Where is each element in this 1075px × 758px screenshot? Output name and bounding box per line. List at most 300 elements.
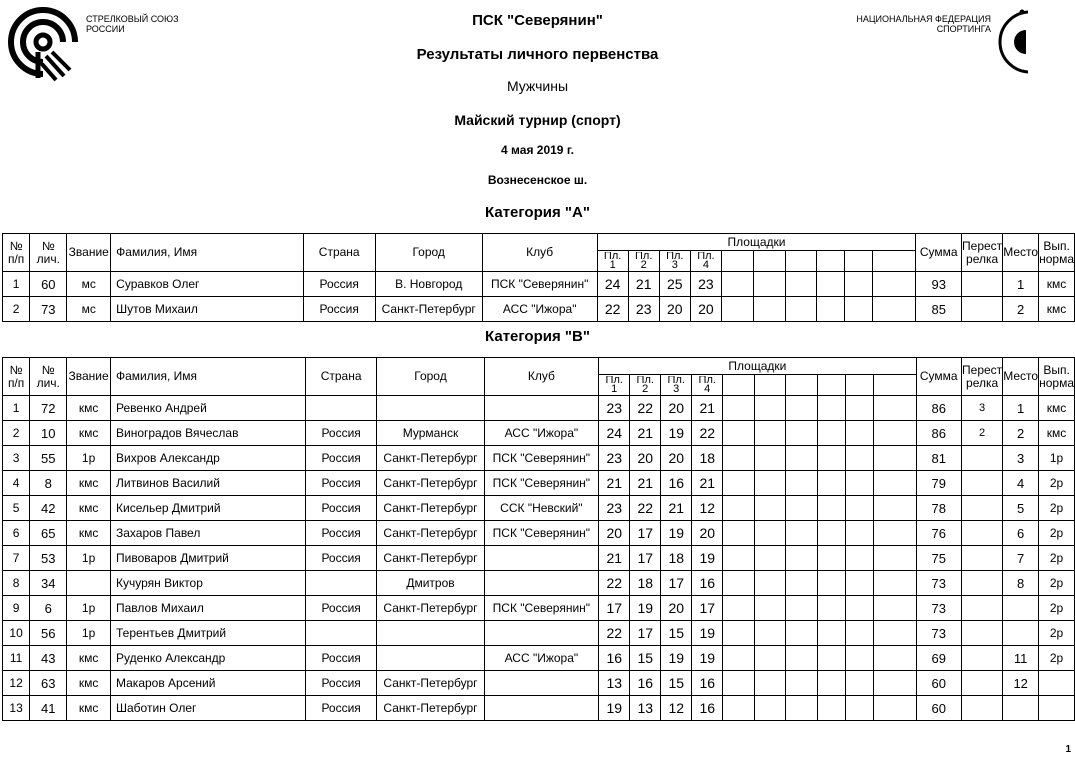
cell-num: 5 <box>3 496 30 521</box>
cell-range-empty <box>754 496 786 521</box>
table-row <box>3 571 1075 596</box>
cell-sum: 75 <box>916 546 961 571</box>
right-org-line-2: СПОРТИНГА <box>936 24 991 34</box>
cell-range-score: 21 <box>599 546 630 571</box>
cell-shootoff <box>961 646 1002 671</box>
cell-norm: 2р <box>1039 646 1075 671</box>
cell-shootoff <box>961 272 1002 297</box>
cell-range-empty <box>873 297 916 322</box>
cell-city: Санкт-Петербург <box>377 471 484 496</box>
cell-shootoff <box>961 696 1002 721</box>
cell-name: Ревенко Андрей <box>111 396 306 421</box>
cell-range-empty <box>845 521 873 546</box>
cell-range-empty <box>817 297 845 322</box>
cell-rank <box>67 571 111 596</box>
cell-range-empty <box>723 446 755 471</box>
cell-range-empty <box>818 696 846 721</box>
cell-range-empty <box>754 646 786 671</box>
cell-country <box>305 621 377 646</box>
cell-range-score: 21 <box>692 396 723 421</box>
cell-range-score: 20 <box>599 521 630 546</box>
cell-range-empty <box>753 297 785 322</box>
col-header-range-4: Пл. 4 <box>690 251 721 272</box>
col-header-place: Место <box>1003 234 1039 272</box>
cell-range-score: 23 <box>599 396 630 421</box>
cell-shootoff: 3 <box>961 396 1002 421</box>
col-header-range-4: Пл. 4 <box>692 375 723 396</box>
cell-range-score: 15 <box>661 671 692 696</box>
cell-range-empty <box>873 621 916 646</box>
cell-range-score: 22 <box>599 571 630 596</box>
col-header-country: Страна <box>303 234 375 272</box>
cell-range-score: 22 <box>599 621 630 646</box>
cell-range-empty <box>818 496 846 521</box>
cell-range-empty <box>818 521 846 546</box>
cell-country: Россия <box>303 272 375 297</box>
cell-num: 1 <box>3 272 30 297</box>
cell-city: В. Новгород <box>375 272 482 297</box>
cell-sum: 81 <box>916 446 961 471</box>
col-header-place: Место <box>1003 358 1039 396</box>
cell-range-empty <box>754 446 786 471</box>
cell-range-empty <box>845 471 873 496</box>
cell-num: 2 <box>3 297 30 322</box>
col-header-range-6 <box>753 251 785 272</box>
cell-range-score: 17 <box>630 621 661 646</box>
cell-range-score: 25 <box>659 272 690 297</box>
cell-range-empty <box>845 421 873 446</box>
cell-license: 43 <box>30 646 67 671</box>
cell-rank: кмс <box>67 646 111 671</box>
col-header-ranges: Площадки <box>597 234 916 251</box>
col-header-city: Город <box>375 234 482 272</box>
cell-city: Санкт-Петербург <box>377 671 484 696</box>
cell-place: 8 <box>1003 571 1039 596</box>
cell-norm: кмс <box>1039 297 1075 322</box>
cell-name: Руденко Александр <box>111 646 306 671</box>
cell-norm: 2р <box>1039 571 1075 596</box>
col-header-range-10 <box>873 375 916 396</box>
cell-norm <box>1039 671 1075 696</box>
cell-rank: кмс <box>67 521 111 546</box>
cell-range-empty <box>721 297 753 322</box>
col-header-sum: Сумма <box>916 358 961 396</box>
cell-country: Россия <box>305 421 377 446</box>
cell-club <box>484 396 599 421</box>
cell-range-score: 20 <box>690 297 721 322</box>
cell-range-empty <box>845 446 873 471</box>
cell-country: Россия <box>305 546 377 571</box>
table-row <box>3 421 1075 446</box>
cell-range-empty <box>723 421 755 446</box>
cell-range-empty <box>873 546 916 571</box>
cell-license: 60 <box>30 272 67 297</box>
cell-shootoff <box>961 471 1002 496</box>
cell-range-score: 23 <box>690 272 721 297</box>
cell-city: Санкт-Петербург <box>377 496 484 521</box>
cell-range-empty <box>873 571 916 596</box>
col-header-sum: Сумма <box>916 234 962 272</box>
cell-place: 2 <box>1003 421 1039 446</box>
cell-range-score: 16 <box>692 571 723 596</box>
cell-range-empty <box>754 571 786 596</box>
cell-shootoff: 2 <box>961 421 1002 446</box>
cell-range-empty <box>723 396 755 421</box>
cell-sum: 73 <box>916 571 961 596</box>
header-row <box>3 358 1075 375</box>
cell-range-empty <box>845 646 873 671</box>
col-header-rank: Звание <box>67 234 111 272</box>
cell-range-empty <box>785 297 817 322</box>
cell-range-empty <box>845 496 873 521</box>
cell-range-score: 18 <box>630 571 661 596</box>
cell-range-empty <box>818 471 846 496</box>
category-title: Категория "В" <box>485 328 590 345</box>
cell-club: АСС "Ижора" <box>484 646 599 671</box>
cell-name: Вихров Александр <box>111 446 306 471</box>
page-number: 1 <box>1065 744 1071 755</box>
col-header-range-9 <box>845 251 873 272</box>
event-title: Майский турнир (спорт) <box>454 112 621 128</box>
cell-range-empty <box>845 272 873 297</box>
cell-range-score: 16 <box>692 696 723 721</box>
cell-country: Россия <box>303 297 375 322</box>
cell-license: 65 <box>30 521 67 546</box>
cell-range-score: 23 <box>599 446 630 471</box>
cell-range-empty <box>786 671 818 696</box>
cell-range-empty <box>873 421 916 446</box>
cell-num: 7 <box>3 546 30 571</box>
cell-place: 4 <box>1003 471 1039 496</box>
cell-place: 11 <box>1003 646 1039 671</box>
cell-country: Россия <box>305 696 377 721</box>
cell-range-score: 20 <box>661 596 692 621</box>
left-org-line-2: РОССИИ <box>86 24 125 34</box>
col-header-rank: Звание <box>67 358 111 396</box>
cell-range-empty <box>818 596 846 621</box>
cell-range-empty <box>754 396 786 421</box>
cell-num: 1 <box>3 396 30 421</box>
cell-range-empty <box>753 272 785 297</box>
cell-name: Кисельер Дмитрий <box>111 496 306 521</box>
cell-sum: 79 <box>916 471 961 496</box>
cell-license: 72 <box>30 396 67 421</box>
cell-sum: 73 <box>916 596 961 621</box>
cell-place: 6 <box>1003 521 1039 546</box>
cell-num: 6 <box>3 521 30 546</box>
cell-name: Захаров Павел <box>111 521 306 546</box>
cell-range-empty <box>845 596 873 621</box>
cell-place: 1 <box>1003 396 1039 421</box>
cell-range-empty <box>723 621 755 646</box>
cell-range-score: 13 <box>630 696 661 721</box>
cell-license: 10 <box>30 421 67 446</box>
cell-range-score: 22 <box>597 297 628 322</box>
cell-range-empty <box>723 546 755 571</box>
col-header-country: Страна <box>305 358 377 396</box>
col-header-norm: Вып. норма <box>1039 358 1075 396</box>
col-header-range-3: Пл. 3 <box>661 375 692 396</box>
cell-range-score: 21 <box>692 471 723 496</box>
cell-num: 4 <box>3 471 30 496</box>
cell-range-empty <box>845 671 873 696</box>
cell-city: Санкт-Петербург <box>375 297 482 322</box>
table-row <box>3 396 1075 421</box>
cell-range-score: 17 <box>630 546 661 571</box>
cell-city <box>377 621 484 646</box>
cell-city: Санкт-Петербург <box>377 696 484 721</box>
category-title: Категория "А" <box>485 204 590 221</box>
cell-place: 2 <box>1003 297 1039 322</box>
cell-shootoff <box>961 546 1002 571</box>
cell-range-empty <box>786 446 818 471</box>
table-row <box>3 446 1075 471</box>
cell-range-score: 13 <box>599 671 630 696</box>
col-header-range-6 <box>754 375 786 396</box>
cell-place <box>1003 596 1039 621</box>
cell-city: Санкт-Петербург <box>377 596 484 621</box>
col-header-range-9 <box>845 375 873 396</box>
cell-club <box>484 571 599 596</box>
cell-range-score: 20 <box>661 446 692 471</box>
cell-license: 8 <box>30 471 67 496</box>
cell-range-empty <box>845 571 873 596</box>
cell-club <box>484 696 599 721</box>
cell-norm: 2р <box>1039 621 1075 646</box>
cell-range-empty <box>754 671 786 696</box>
table-row <box>3 521 1075 546</box>
cell-shootoff <box>961 621 1002 646</box>
cell-norm: кмс <box>1039 421 1075 446</box>
cell-range-empty <box>786 496 818 521</box>
cell-rank: мс <box>67 297 111 322</box>
cell-sum: 60 <box>916 696 961 721</box>
cell-city: Санкт-Петербург <box>377 446 484 471</box>
cell-range-score: 23 <box>599 496 630 521</box>
cell-city: Санкт-Петербург <box>377 521 484 546</box>
cell-city <box>377 646 484 671</box>
cell-place <box>1003 696 1039 721</box>
cell-num: 8 <box>3 571 30 596</box>
cell-range-empty <box>723 696 755 721</box>
cell-norm: 2р <box>1039 471 1075 496</box>
cell-range-empty <box>818 646 846 671</box>
cell-sum: 69 <box>916 646 961 671</box>
col-header-range-2: Пл. 2 <box>630 375 661 396</box>
cell-range-score: 17 <box>661 571 692 596</box>
col-header-range-5 <box>721 251 753 272</box>
cell-range-score: 18 <box>692 446 723 471</box>
cell-num: 11 <box>3 646 30 671</box>
cell-club: ПСК "Северянин" <box>482 272 597 297</box>
cell-range-score: 24 <box>597 272 628 297</box>
cell-range-empty <box>818 546 846 571</box>
cell-range-score: 17 <box>599 596 630 621</box>
col-header-range-8 <box>818 375 846 396</box>
cell-range-score: 16 <box>661 471 692 496</box>
cell-name: Литвинов Василий <box>111 471 306 496</box>
col-header-ranges: Площадки <box>599 358 916 375</box>
col-header-name: Фамилия, Имя <box>111 358 306 396</box>
cell-range-empty <box>723 496 755 521</box>
cell-place: 12 <box>1003 671 1039 696</box>
col-header-range-7 <box>785 251 817 272</box>
cell-norm: 1р <box>1039 446 1075 471</box>
cell-num: 2 <box>3 421 30 446</box>
cell-norm: 2р <box>1039 546 1075 571</box>
cell-city: Санкт-Петербург <box>377 546 484 571</box>
gender-subtitle: Мужчины <box>506 78 569 94</box>
cell-shootoff <box>961 571 1002 596</box>
cell-range-empty <box>873 696 916 721</box>
cell-sum: 60 <box>916 671 961 696</box>
cell-name: Терентьев Дмитрий <box>111 621 306 646</box>
cell-range-empty <box>786 421 818 446</box>
cell-range-score: 19 <box>630 596 661 621</box>
cell-range-score: 19 <box>692 621 723 646</box>
cell-range-empty <box>786 696 818 721</box>
cell-sum: 78 <box>916 496 961 521</box>
cell-rank: кмс <box>67 671 111 696</box>
cell-range-empty <box>723 596 755 621</box>
event-date: 4 мая 2019 г. <box>501 143 574 157</box>
cell-range-empty <box>873 446 916 471</box>
results-table <box>2 357 1075 721</box>
col-header-license: № лич. <box>30 358 67 396</box>
cell-range-empty <box>786 621 818 646</box>
cell-sum: 86 <box>916 396 961 421</box>
col-header-shootoff: Перест релка <box>961 234 1002 272</box>
cell-shootoff <box>961 496 1002 521</box>
cell-range-empty <box>786 646 818 671</box>
cell-range-empty <box>873 596 916 621</box>
cell-name: Макаров Арсений <box>111 671 306 696</box>
cell-name: Павлов Михаил <box>111 596 306 621</box>
cell-range-empty <box>754 621 786 646</box>
col-header-city: Город <box>377 358 484 396</box>
cell-range-empty <box>873 496 916 521</box>
cell-shootoff <box>961 521 1002 546</box>
cell-license: 63 <box>30 671 67 696</box>
cell-country: Россия <box>305 446 377 471</box>
cell-sum: 93 <box>916 272 962 297</box>
col-header-num: № п/п <box>3 234 30 272</box>
cell-range-score: 18 <box>661 546 692 571</box>
cell-range-empty <box>754 546 786 571</box>
cell-license: 53 <box>30 546 67 571</box>
cell-range-empty <box>845 297 873 322</box>
left-org-line-1: СТРЕЛКОВЫЙ СОЮЗ <box>86 14 179 24</box>
col-header-range-7 <box>786 375 818 396</box>
col-header-range-2: Пл. 2 <box>628 251 659 272</box>
col-header-range-3: Пл. 3 <box>659 251 690 272</box>
cell-range-empty <box>873 671 916 696</box>
table-row <box>3 546 1075 571</box>
cell-range-score: 19 <box>661 521 692 546</box>
cell-country: Россия <box>305 671 377 696</box>
cell-norm: кмс <box>1039 396 1075 421</box>
cell-country: Россия <box>305 471 377 496</box>
cell-range-empty <box>754 421 786 446</box>
cell-country: Россия <box>305 496 377 521</box>
cell-num: 13 <box>3 696 30 721</box>
cell-range-score: 16 <box>599 646 630 671</box>
cell-range-score: 22 <box>630 396 661 421</box>
table-row <box>3 471 1075 496</box>
cell-rank: 1р <box>67 546 111 571</box>
cell-range-empty <box>786 596 818 621</box>
cell-club: АСС "Ижора" <box>482 297 597 322</box>
cell-club: ССК "Невский" <box>484 496 599 521</box>
cell-norm: кмс <box>1039 272 1075 297</box>
cell-range-score: 12 <box>692 496 723 521</box>
col-header-club: Клуб <box>484 358 599 396</box>
cell-range-empty <box>786 396 818 421</box>
col-header-shootoff: Перест релка <box>961 358 1002 396</box>
cell-place: 7 <box>1003 546 1039 571</box>
cell-club <box>484 546 599 571</box>
cell-range-score: 21 <box>628 272 659 297</box>
cell-sum: 73 <box>916 621 961 646</box>
cell-city: Дмитров <box>377 571 484 596</box>
cell-num: 3 <box>3 446 30 471</box>
cell-range-empty <box>845 621 873 646</box>
cell-country: Россия <box>305 596 377 621</box>
cell-club: ПСК "Северянин" <box>484 471 599 496</box>
results-title: Результаты личного первенства <box>416 46 659 63</box>
cell-range-score: 19 <box>599 696 630 721</box>
cell-num: 9 <box>3 596 30 621</box>
cell-name: Пивоваров Дмитрий <box>111 546 306 571</box>
cell-range-empty <box>818 421 846 446</box>
cell-rank: 1р <box>67 621 111 646</box>
cell-range-score: 21 <box>599 471 630 496</box>
cell-range-empty <box>873 471 916 496</box>
col-header-range-8 <box>817 251 845 272</box>
table-row <box>3 272 1075 297</box>
col-header-name: Фамилия, Имя <box>111 234 304 272</box>
cell-city <box>377 396 484 421</box>
cell-license: 55 <box>30 446 67 471</box>
cell-range-score: 19 <box>692 546 723 571</box>
cell-range-empty <box>817 272 845 297</box>
cell-num: 12 <box>3 671 30 696</box>
cell-name: Виноградов Вячеслав <box>111 421 306 446</box>
cell-rank: 1р <box>67 596 111 621</box>
cell-range-score: 22 <box>692 421 723 446</box>
cell-norm <box>1039 696 1075 721</box>
cell-range-empty <box>786 521 818 546</box>
cell-sum: 85 <box>916 297 962 322</box>
cell-country: Россия <box>305 521 377 546</box>
cell-rank: мс <box>67 272 111 297</box>
cell-range-empty <box>754 596 786 621</box>
cell-range-empty <box>786 471 818 496</box>
cell-range-empty <box>845 546 873 571</box>
cell-name: Суравков Олег <box>111 272 304 297</box>
table-row <box>3 496 1075 521</box>
cell-sum: 76 <box>916 521 961 546</box>
cell-range-score: 19 <box>661 646 692 671</box>
cell-range-empty <box>873 396 916 421</box>
cell-country <box>305 571 377 596</box>
cell-range-empty <box>723 571 755 596</box>
table-row <box>3 621 1075 646</box>
cell-range-score: 19 <box>661 421 692 446</box>
cell-range-empty <box>786 571 818 596</box>
cell-license: 56 <box>30 621 67 646</box>
cell-range-score: 23 <box>628 297 659 322</box>
